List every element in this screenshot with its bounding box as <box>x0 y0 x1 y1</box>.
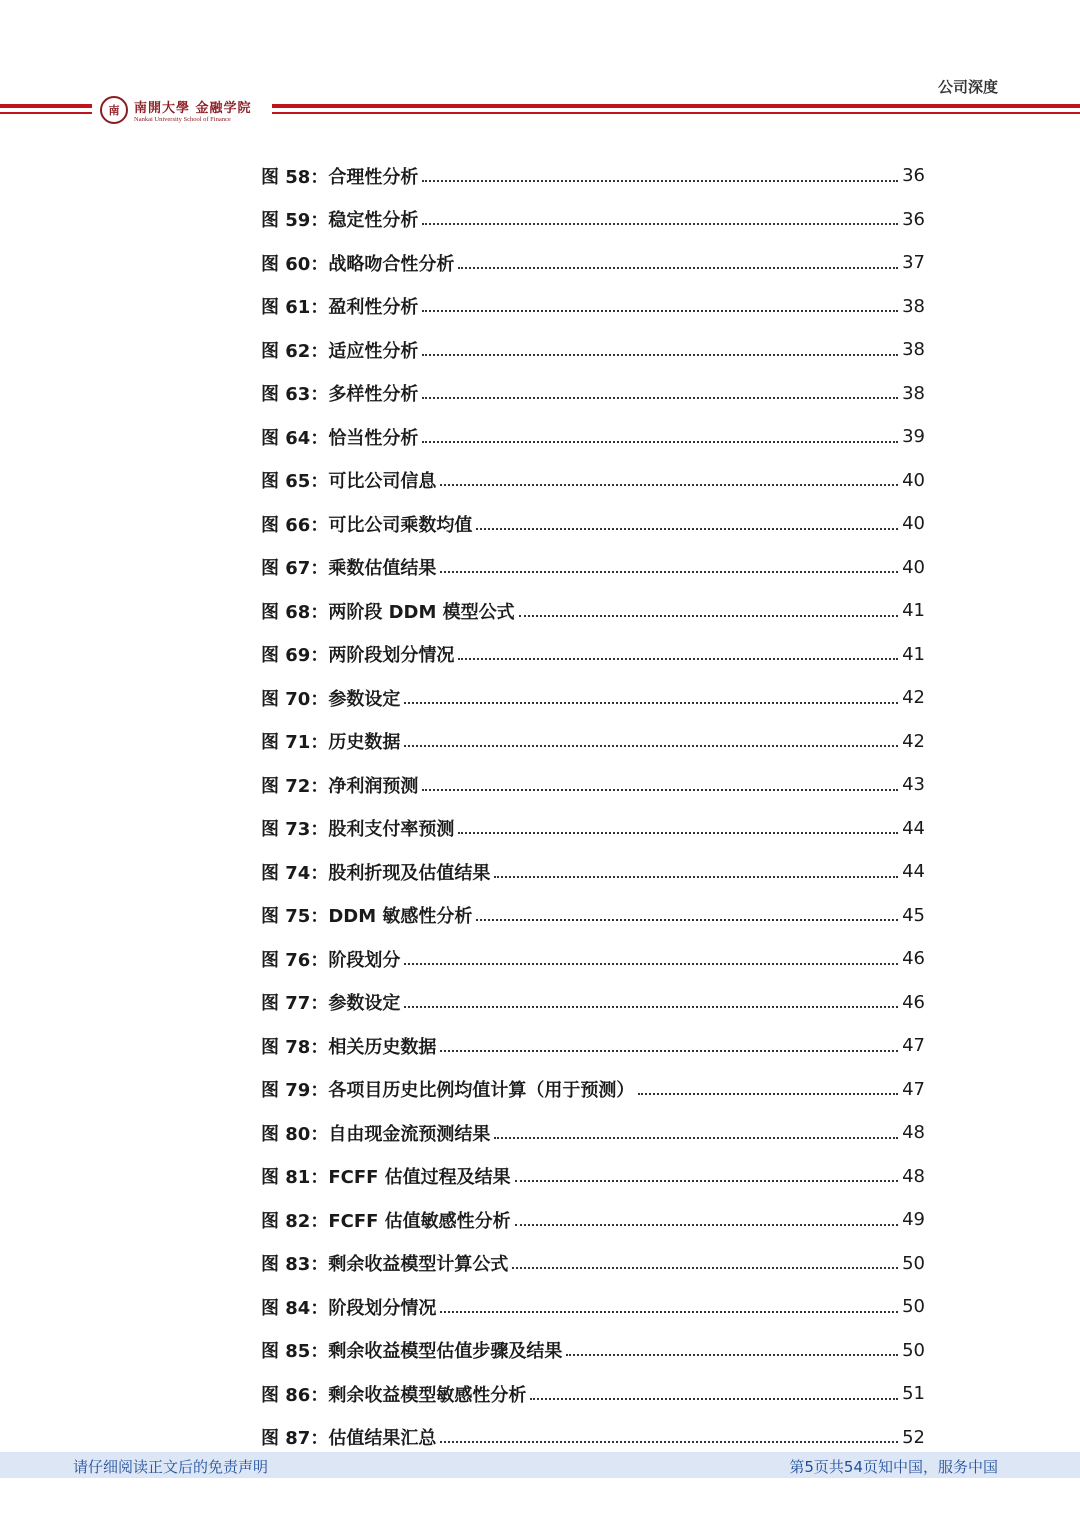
toc-entry-label: 图 85：剩余收益模型估值步骤及结果 <box>261 1341 563 1363</box>
toc-entry[interactable] <box>261 589 925 633</box>
toc-entry-label: 图 72：净利润预测 <box>261 775 419 797</box>
toc-entry[interactable] <box>261 546 925 590</box>
header-rule-left <box>0 104 92 116</box>
toc-entry-page: 46 <box>902 991 925 1013</box>
toc-entry[interactable] <box>261 894 925 938</box>
toc-entry[interactable] <box>261 328 925 372</box>
toc-entry[interactable] <box>261 676 925 720</box>
toc-entry[interactable] <box>261 241 925 285</box>
toc-entry[interactable] <box>261 459 925 503</box>
toc-entry[interactable] <box>261 1198 925 1242</box>
toc-entry-page: 41 <box>902 600 925 622</box>
toc-entry-page: 37 <box>902 252 925 274</box>
toc-entry-page: 50 <box>902 1296 925 1318</box>
toc-entry[interactable] <box>261 1024 925 1068</box>
toc-entry-label: 图 79：各项目历史比例均值计算（用于预测） <box>261 1080 635 1102</box>
toc-entry-page: 50 <box>902 1339 925 1361</box>
toc-entry-label: 图 67：乘数估值结果 <box>261 558 437 580</box>
toc-leader-dots <box>404 702 898 704</box>
toc-entry[interactable] <box>261 1155 925 1199</box>
toc-entry-label: 图 73：股利支付率预测 <box>261 819 455 841</box>
toc-entry[interactable] <box>261 981 925 1025</box>
university-seal-icon: 南 <box>100 96 128 124</box>
toc-leader-dots <box>404 963 898 965</box>
toc-leader-dots <box>515 1224 898 1226</box>
toc-entry-label: 图 65：可比公司信息 <box>261 471 437 493</box>
toc-entry-label: 图 84：阶段划分情况 <box>261 1297 437 1319</box>
toc-entry-label: 图 76：阶段划分 <box>261 949 401 971</box>
toc-entry-label: 图 83：剩余收益模型计算公式 <box>261 1254 509 1276</box>
toc-entry-label: 图 74：股利折现及估值结果 <box>261 862 491 884</box>
toc-leader-dots <box>530 1398 898 1400</box>
page-footer <box>0 1452 1080 1478</box>
header-rule-right <box>272 104 1080 116</box>
toc-entry-label: 图 66：可比公司乘数均值 <box>261 514 473 536</box>
toc-entry-label: 图 58：合理性分析 <box>261 166 419 188</box>
toc-entry-page: 47 <box>902 1035 925 1057</box>
toc-leader-dots <box>422 441 898 443</box>
toc-leader-dots <box>440 1311 898 1313</box>
toc-entry[interactable] <box>261 154 925 198</box>
toc-entry-label: 图 81：FCFF 估值过程及结果 <box>261 1167 511 1189</box>
toc-entry-page: 40 <box>902 469 925 491</box>
toc-entry-page: 36 <box>902 165 925 187</box>
toc-entry[interactable] <box>261 720 925 764</box>
toc-entry-label: 图 86：剩余收益模型敏感性分析 <box>261 1384 527 1406</box>
toc-entry-label: 图 70：参数设定 <box>261 688 401 710</box>
toc-entry[interactable] <box>261 1068 925 1112</box>
toc-leader-dots <box>422 223 898 225</box>
toc-entry-page: 45 <box>902 904 925 926</box>
toc-leader-dots <box>422 789 898 791</box>
toc-entry[interactable] <box>261 633 925 677</box>
toc-entry-page: 42 <box>902 687 925 709</box>
toc-entry-label: 图 82：FCFF 估值敏感性分析 <box>261 1210 511 1232</box>
toc-leader-dots <box>422 354 898 356</box>
toc-leader-dots <box>494 876 898 878</box>
toc-entry-page: 50 <box>902 1252 925 1274</box>
toc-entry-label: 图 77：参数设定 <box>261 993 401 1015</box>
toc-entry-label: 图 78：相关历史数据 <box>261 1036 437 1058</box>
toc-entry-page: 46 <box>902 948 925 970</box>
logo-english-name: Nankai University School of Finance <box>134 116 231 123</box>
toc-entry[interactable] <box>261 198 925 242</box>
toc-entry-page: 48 <box>902 1165 925 1187</box>
toc-leader-dots <box>515 1180 898 1182</box>
toc-leader-dots <box>476 919 898 921</box>
toc-entry[interactable] <box>261 763 925 807</box>
toc-entry[interactable] <box>261 285 925 329</box>
toc-entry-page: 36 <box>902 208 925 230</box>
toc-entry[interactable] <box>261 372 925 416</box>
toc-leader-dots <box>422 397 898 399</box>
toc-entry[interactable] <box>261 1285 925 1329</box>
toc-leader-dots <box>638 1093 898 1095</box>
toc-leader-dots <box>440 1441 898 1443</box>
figure-index-list <box>261 154 925 1459</box>
toc-entry-label: 图 71：历史数据 <box>261 732 401 754</box>
toc-entry-label: 图 87：估值结果汇总 <box>261 1428 437 1450</box>
toc-entry-page: 38 <box>902 339 925 361</box>
toc-entry[interactable] <box>261 1372 925 1416</box>
toc-entry[interactable] <box>261 807 925 851</box>
toc-entry-page: 44 <box>902 817 925 839</box>
toc-entry-label: 图 64：恰当性分析 <box>261 427 419 449</box>
toc-leader-dots <box>458 658 898 660</box>
toc-entry-page: 49 <box>902 1209 925 1231</box>
toc-entry-page: 40 <box>902 513 925 535</box>
toc-entry-page: 52 <box>902 1426 925 1448</box>
toc-entry-page: 43 <box>902 774 925 796</box>
toc-entry-label: 图 80：自由现金流预测结果 <box>261 1123 491 1145</box>
toc-entry-label: 图 75：DDM 敏感性分析 <box>261 906 473 928</box>
toc-entry-label: 图 62：适应性分析 <box>261 340 419 362</box>
toc-entry[interactable] <box>261 502 925 546</box>
toc-leader-dots <box>422 310 898 312</box>
toc-entry[interactable] <box>261 415 925 459</box>
toc-entry-page: 44 <box>902 861 925 883</box>
toc-leader-dots <box>512 1267 898 1269</box>
toc-entry-page: 42 <box>902 730 925 752</box>
toc-leader-dots <box>476 528 898 530</box>
toc-leader-dots <box>440 484 898 486</box>
toc-leader-dots <box>404 745 898 747</box>
toc-entry-page: 47 <box>902 1078 925 1100</box>
toc-entry-label: 图 61：盈利性分析 <box>261 297 419 319</box>
toc-entry-label: 图 59：稳定性分析 <box>261 210 419 232</box>
disclaimer-note: 请仔细阅读正文后的免责声明 <box>73 1458 269 1476</box>
nankai-logo <box>100 93 265 127</box>
toc-entry-page: 51 <box>902 1383 925 1405</box>
toc-entry-label: 图 63：多样性分析 <box>261 384 419 406</box>
toc-leader-dots <box>440 1050 898 1052</box>
toc-entry[interactable] <box>261 1329 925 1373</box>
toc-leader-dots <box>566 1354 898 1356</box>
toc-entry[interactable] <box>261 1111 925 1155</box>
section-tag: 公司深度 <box>937 78 998 96</box>
toc-entry-page: 40 <box>902 556 925 578</box>
toc-entry[interactable] <box>261 1242 925 1286</box>
toc-entry-label: 图 68：两阶段 DDM 模型公式 <box>261 601 515 623</box>
toc-entry[interactable] <box>261 937 925 981</box>
toc-entry-page: 38 <box>902 382 925 404</box>
toc-entry[interactable] <box>261 850 925 894</box>
toc-leader-dots <box>458 832 898 834</box>
toc-entry-page: 41 <box>902 643 925 665</box>
toc-leader-dots <box>519 615 898 617</box>
toc-entry-page: 39 <box>902 426 925 448</box>
toc-entry-label: 图 60：战略吻合性分析 <box>261 253 455 275</box>
toc-entry-label: 图 69：两阶段划分情况 <box>261 645 455 667</box>
toc-entry-page: 48 <box>902 1122 925 1144</box>
logo-chinese-name: 南開大學 金融学院 <box>134 101 252 116</box>
toc-leader-dots <box>440 571 898 573</box>
page-number-slogan: 第5页共54页知中国，服务中国 <box>789 1458 998 1476</box>
toc-leader-dots <box>422 180 898 182</box>
toc-leader-dots <box>494 1137 898 1139</box>
toc-leader-dots <box>458 267 898 269</box>
toc-leader-dots <box>404 1006 898 1008</box>
toc-entry-page: 38 <box>902 295 925 317</box>
